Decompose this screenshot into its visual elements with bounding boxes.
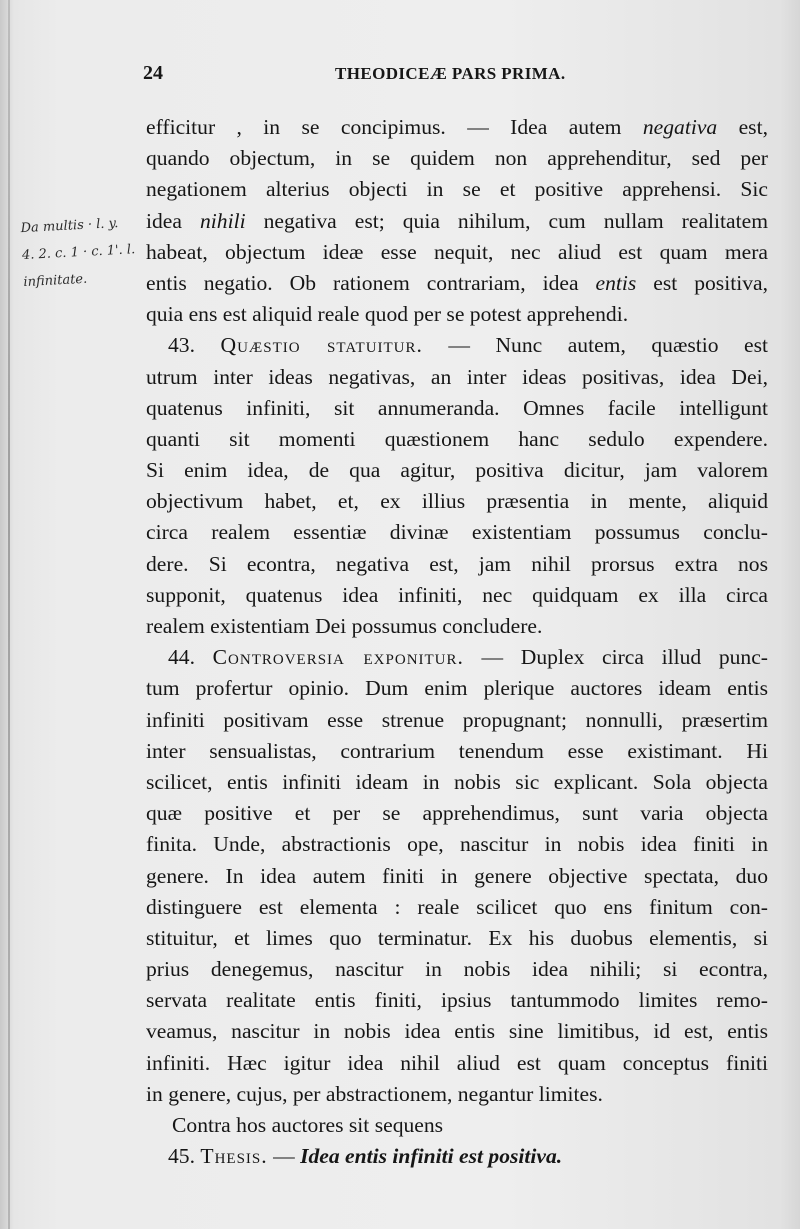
- text-line: scilicet, entis infiniti ideam in nobis sic explicant. Sola objecta: [146, 769, 768, 794]
- text-line: dere. Si econtra, negativa est, jam nihil prorsus extra nos: [146, 551, 768, 576]
- margin-note-line: 4. 2. c. 1 · c. 1'. l.: [21, 242, 136, 264]
- text-line: realem existentiam Dei possumus concludere.: [146, 614, 543, 638]
- text-line: utrum inter ideas negativas, an inter ideas positivas, idea Dei,: [146, 364, 768, 389]
- page-header: [143, 62, 783, 92]
- text-line: infiniti positivam esse strenue propugnant; nonnulli, præsertim: [146, 707, 768, 732]
- section-number: 45.: [168, 1144, 195, 1169]
- section-title: Controversia exponitur.: [212, 645, 464, 670]
- text-line: Si enim idea, de qua agitur, positiva dicitur, jam valorem: [146, 458, 768, 483]
- section-heading-line: 43. Quæstio statuitur. — Nunc autem, quæstio est: [168, 333, 769, 358]
- text-line: servata realitate entis finiti, ipsius tantummodo limites remo-: [146, 988, 768, 1013]
- thesis-statement: Idea entis infiniti est positiva.: [300, 1144, 563, 1169]
- body-text: [146, 112, 768, 1172]
- text-line: distinguere est elementa : reale scilicet quo ens finitum con-: [146, 894, 768, 919]
- text-line: infiniti. Hæc igitur idea nihil aliud est quam conceptus finiti: [146, 1050, 768, 1075]
- section-number: 44.: [168, 645, 195, 670]
- text-line: quanti sit momenti quæstionem hanc sedulo expendere.: [146, 426, 768, 451]
- text-line: prius denegemus, nascitur in nobis idea nihili; si econtra,: [146, 957, 768, 982]
- margin-note-line: Da multis · l. y.: [20, 216, 119, 237]
- section-title: Thesis.: [200, 1144, 268, 1169]
- section-title: Quæstio statuitur.: [220, 333, 423, 358]
- text-line: objectivum habet, et, ex illius præsentia in mente, aliquid: [146, 489, 768, 514]
- binding-gutter: [8, 0, 10, 1229]
- running-head: THEODICEÆ PARS PRIMA.: [335, 64, 566, 83]
- text-line: Contra hos auctores sit sequens: [172, 1113, 444, 1137]
- text-line: quæ positive et per se apprehendimus, sunt varia objecta: [146, 801, 768, 826]
- text-line: supponit, quatenus idea infiniti, nec quidquam ex illa circa: [146, 582, 768, 607]
- margin-note-line: infinitate.: [23, 271, 88, 291]
- section-number: 43.: [168, 333, 195, 358]
- text-line: stituitur, et limes quo terminatur. Ex his duobus elementis, si: [146, 925, 768, 950]
- text-line: efficitur , in se concipimus. — Idea autem negativa est,: [146, 115, 768, 139]
- thesis-heading-line: 45. Thesis. — Idea entis infiniti est positiva.: [168, 1144, 563, 1169]
- text-line: in genere, cujus, per abstractionem, negantur limites.: [146, 1081, 603, 1106]
- text-line: habeat, objectum ideæ esse nequit, nec aliud est quam mera: [146, 239, 768, 264]
- text-line: idea nihili negativa est; quia nihilum, cum nullam realitatem: [146, 208, 768, 233]
- text-line: inter sensualistas, contrarium tenendum esse existimant. Hi: [146, 738, 768, 763]
- handwritten-margin-note: [20, 209, 142, 296]
- text-line: entis negatio. Ob rationem contrariam, idea entis est positiva,: [146, 270, 768, 295]
- text-line: quia ens est aliquid reale quod per se potest apprehendi.: [146, 302, 629, 327]
- text-line: finita. Unde, abstractionis ope, nascitur in nobis idea finiti in: [146, 832, 768, 857]
- page-number: 24: [143, 62, 163, 84]
- text-line: negationem alterius objecti in se et positive apprehensi. Sic: [146, 177, 768, 202]
- text-line: circa realem essentiæ divinæ existentiam possumus conclu-: [146, 520, 768, 545]
- text-line: veamus, nascitur in nobis idea entis sine limitibus, id est, entis: [146, 1019, 768, 1044]
- section-heading-line: 44. Controversia exponitur. — Duplex circa illud punc-: [168, 645, 768, 670]
- text-line: genere. In idea autem finiti in genere objective spectata, duo: [146, 863, 768, 888]
- text-line: quando objectum, in se quidem non apprehenditur, sed per: [146, 146, 768, 171]
- text-line: quatenus infiniti, sit annumeranda. Omnes facile intelligunt: [146, 395, 768, 420]
- text-line: tum profertur opinio. Dum enim plerique auctores ideam entis: [146, 676, 768, 701]
